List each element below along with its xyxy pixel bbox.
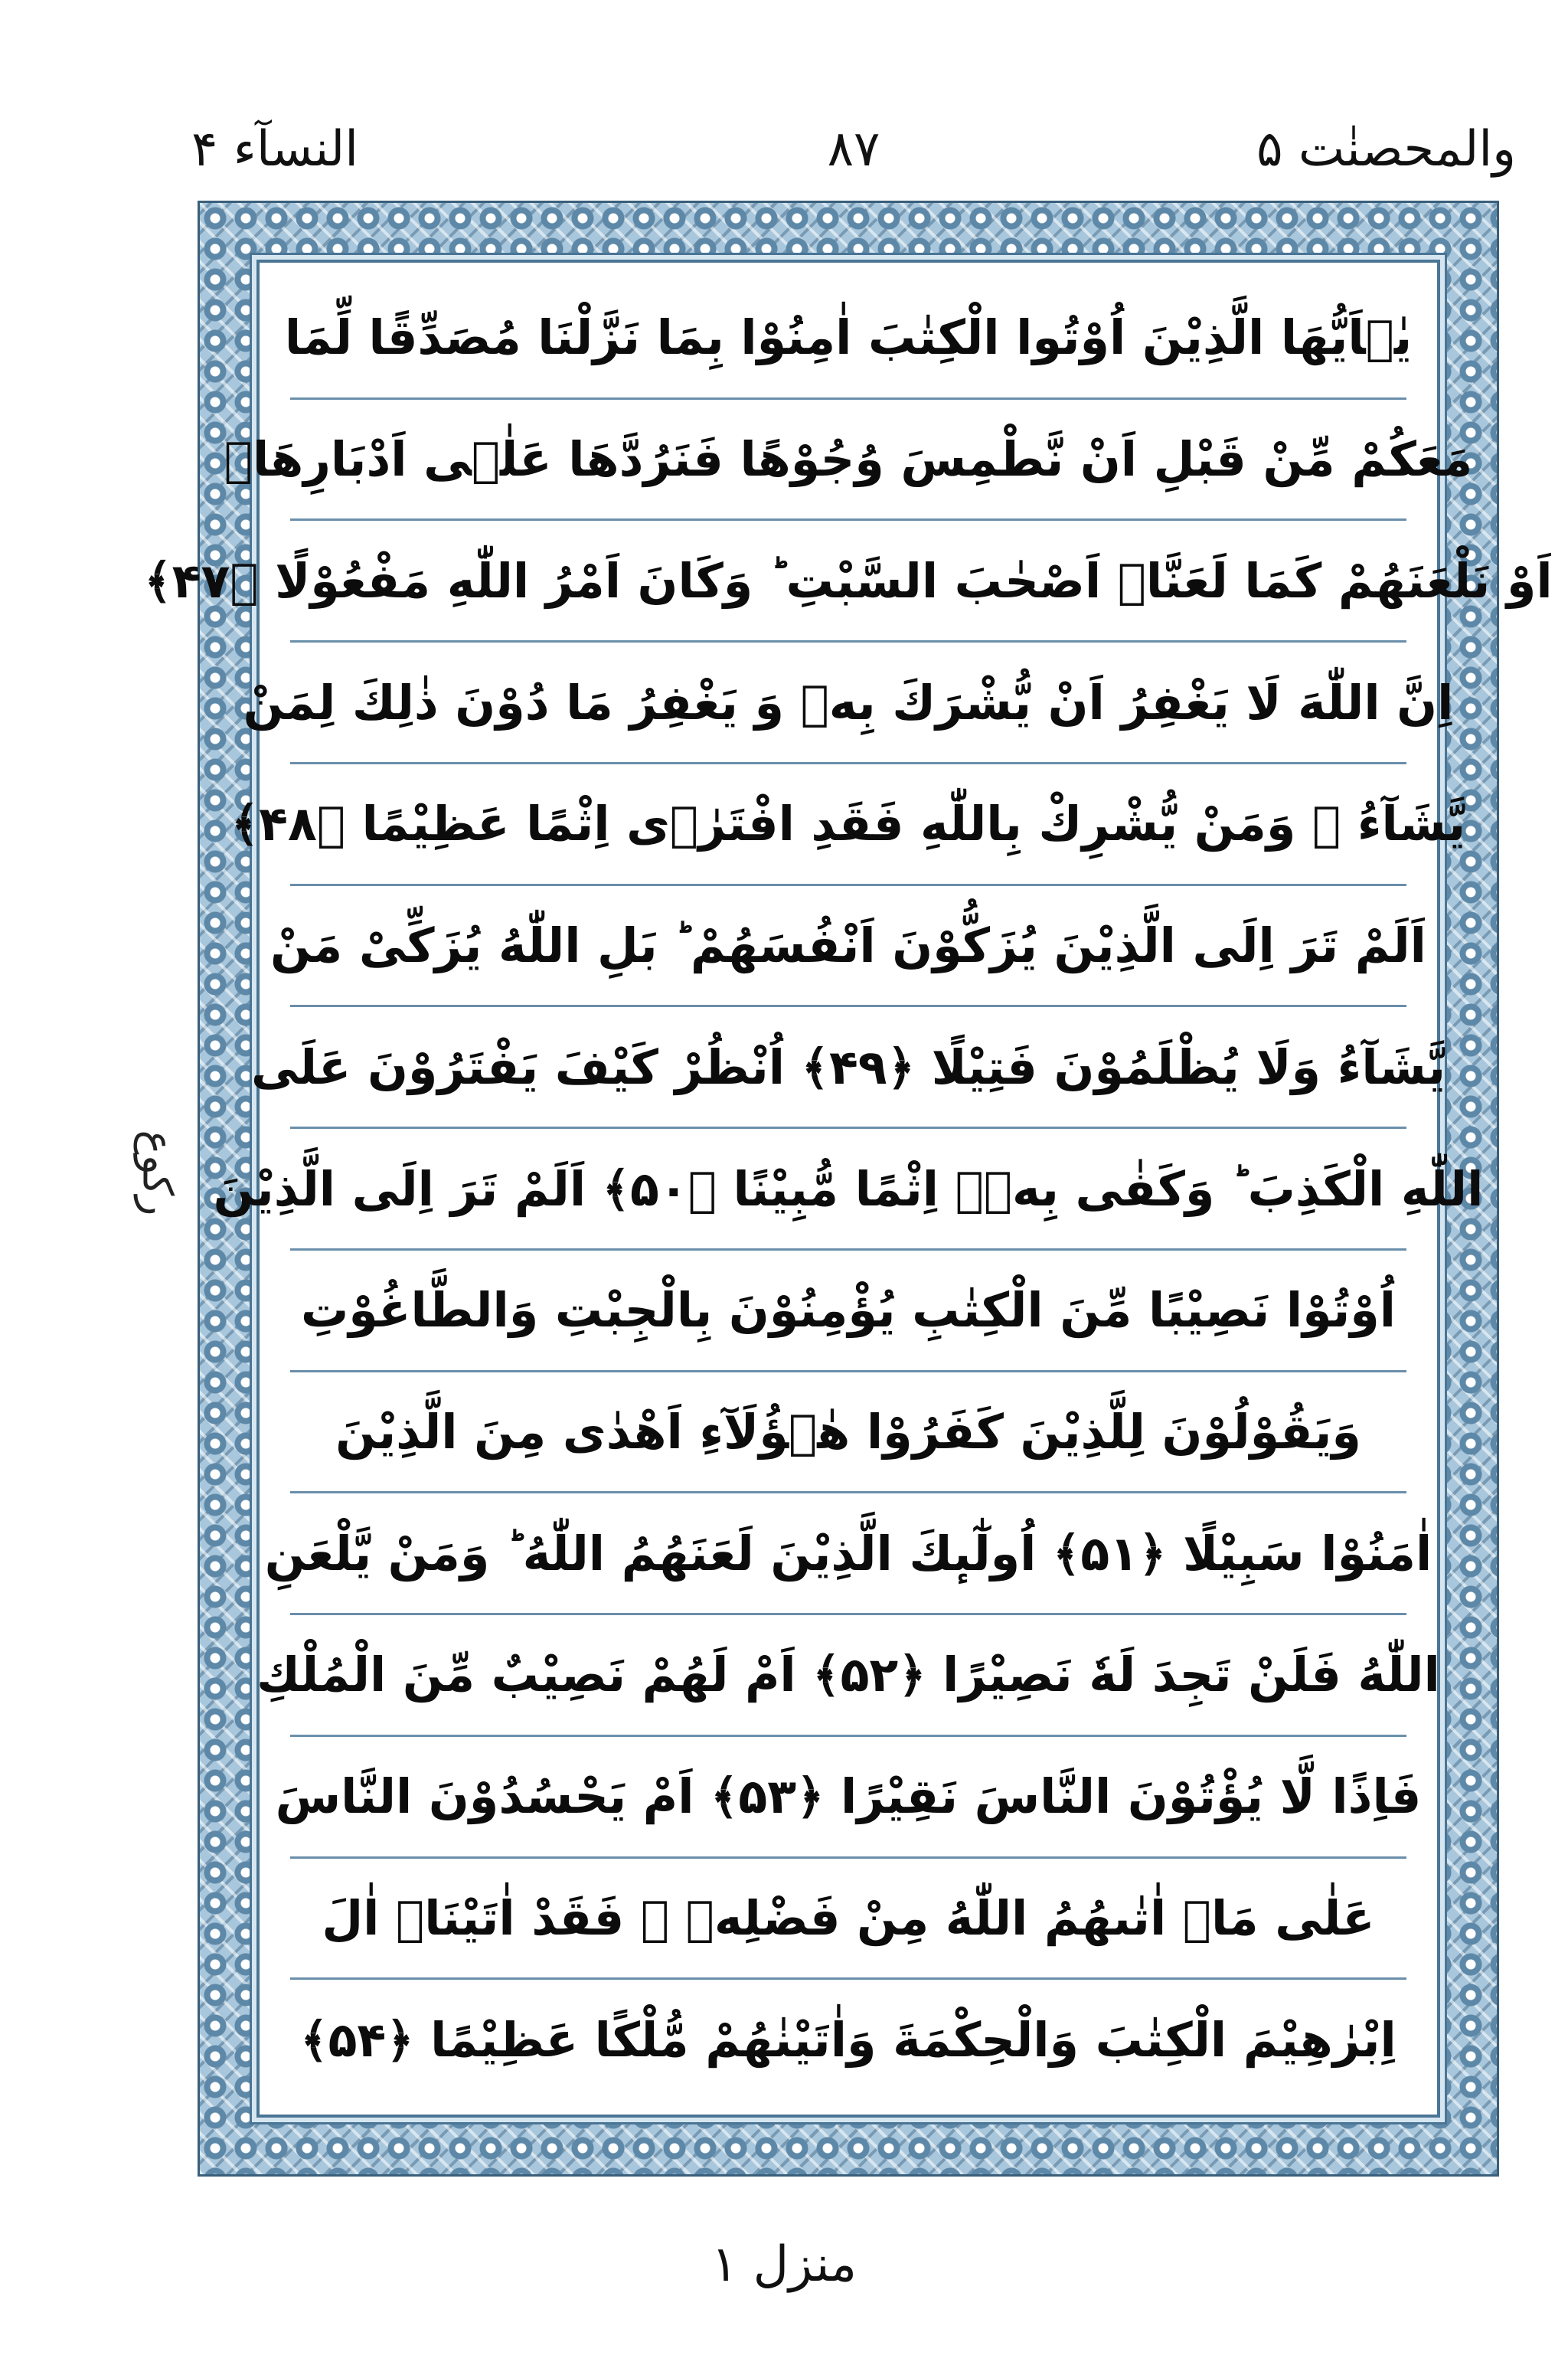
verse-line: یَّشَآءُ ۚ وَمَنْ یُّشْرِكْ بِاللّٰهِ فَقَدِ افْتَرٰۤى اِثْمًا عَظِیْمًا ﴿۴۸﴾ bbox=[290, 764, 1406, 886]
manzil-footer: منزل ۱ bbox=[710, 2236, 858, 2293]
verse-line: اَلَمْ تَرَ اِلَى الَّذِیْنَ یُزَكُّوْنَ اَنْفُسَهُمْ ؕ بَلِ اللّٰهُ یُزَكِّیْ مَنْ bbox=[290, 886, 1406, 1008]
verse-line: اللّٰهُ فَلَنْ تَجِدَ لَهٗ نَصِیْرًا ﴿۵۲﴾ اَمْ لَهُمْ نَصِیْبٌ مِّنَ الْمُلْكِ bbox=[290, 1615, 1406, 1737]
verse-line: اِبْرٰهِیْمَ الْكِتٰبَ وَالْحِكْمَةَ وَاٰتَیْنٰهُمْ مُّلْكًا عَظِیْمًا ﴿۵۴﴾ bbox=[300, 2011, 1396, 2068]
verse-line: یٰۤاَیُّهَا الَّذِیْنَ اُوْتُوا الْكِتٰبَ اٰمِنُوْا بِمَا نَزَّلْنَا مُصَدِّقًا لِّمَا bbox=[290, 278, 1406, 400]
page-number: ۸۷ bbox=[827, 121, 880, 178]
verse-line: یَّشَآءُ وَلَا یُظْلَمُوْنَ فَتِیْلًا ﴿۴۹﴾ اُنْظُرْ كَیْفَ یَفْتَرُوْنَ عَلَى bbox=[290, 1007, 1406, 1129]
verse-line: مَعَكُمْ مِّنْ قَبْلِ اَنْ نَّطْمِسَ وُجُوْهًا فَنَرُدَّهَا عَلٰۤى اَدْبَارِهَاۤ bbox=[290, 400, 1406, 522]
verse-line: اَوْ نَلْعَنَهُمْ كَمَا لَعَنَّاۤ اَصْحٰبَ السَّبْتِ ؕ وَكَانَ اَمْرُ اللّٰهِ مَفْعُوْلًا ﴿۴۷﴾ bbox=[290, 521, 1406, 643]
verse-line: اُوْتُوْا نَصِیْبًا مِّنَ الْكِتٰبِ یُؤْمِنُوْنَ بِالْجِبْتِ وَالطَّاغُوْتِ bbox=[290, 1251, 1406, 1372]
verse-line: عَلٰى مَاۤ اٰتٰىهُمُ اللّٰهُ مِنْ فَضْلِهٖ ۚ فَقَدْ اٰتَیْنَاۤ اٰلَ bbox=[290, 1859, 1406, 1980]
verse-line: اِنَّ اللّٰهَ لَا یَغْفِرُ اَنْ یُّشْرَكَ بِهٖ وَ یَغْفِرُ مَا دُوْنَ ذٰلِكَ لِمَنْ bbox=[290, 643, 1406, 764]
verse-line: اٰمَنُوْا سَبِیْلًا ﴿۵۱﴾ اُولٰٓىٕكَ الَّذِیْنَ لَعَنَهُمُ اللّٰهُ ؕ وَمَنْ یَّلْعَنِ bbox=[290, 1493, 1406, 1615]
surah-title: النسآء ۴ bbox=[191, 121, 358, 178]
verse-line: فَاِذًا لَّا یُؤْتُوْنَ النَّاسَ نَقِیْرًا ﴿۵۳﴾ اَمْ یَحْسُدُوْنَ النَّاسَ bbox=[290, 1737, 1406, 1859]
page-header bbox=[191, 107, 1516, 191]
verse-line: اللّٰهِ الْكَذِبَ ؕ وَكَفٰى بِهٖۤ اِثْمًا مُّبِیْنًا ﴿۵۰﴾ اَلَمْ تَرَ اِلَى الَّذِیْنَ bbox=[290, 1129, 1406, 1251]
juz-title: والمحصنٰت ۵ bbox=[1256, 121, 1516, 178]
ruku-marker: رکوع bbox=[133, 1130, 182, 1216]
verse-line: وَیَقُوْلُوْنَ لِلَّذِیْنَ كَفَرُوْا هٰۤؤُلَآءِ اَهْدٰى مِنَ الَّذِیْنَ bbox=[290, 1372, 1406, 1494]
